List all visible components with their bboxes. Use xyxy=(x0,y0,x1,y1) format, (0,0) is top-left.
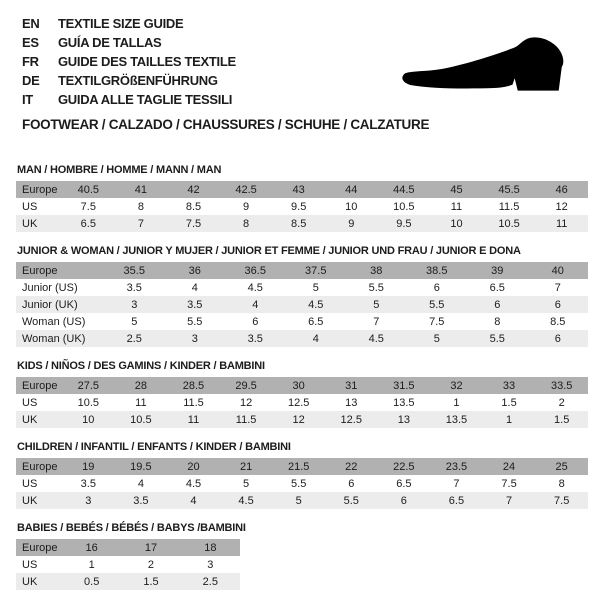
size-table-section-man xyxy=(16,164,588,232)
size-cell: 10.5 xyxy=(393,200,415,213)
size-cell: 1.5 xyxy=(554,413,570,426)
size-cell: 5 xyxy=(243,477,250,490)
table-title: MAN / HOMBRE / HOMME / MANN / MAN xyxy=(17,164,222,176)
size-cell: 1 xyxy=(88,558,95,571)
size-cell: 3.5 xyxy=(126,281,142,294)
size-cell: 2.5 xyxy=(126,332,142,345)
size-cell: 5.5 xyxy=(343,494,359,507)
row-label: Europe xyxy=(22,379,58,392)
size-cell: 7 xyxy=(554,281,561,294)
row-label: UK xyxy=(22,575,38,588)
size-cell: 35.5 xyxy=(123,264,145,277)
table-row xyxy=(16,475,588,492)
language-label: TEXTILGRÖßENFÜHRUNG xyxy=(58,73,218,88)
row-label: US xyxy=(22,200,38,213)
size-cell: 10 xyxy=(450,217,463,230)
size-cell: 1 xyxy=(505,413,513,426)
size-table-man xyxy=(16,181,588,232)
language-code: ES xyxy=(22,35,39,50)
size-cell: 1 xyxy=(453,396,460,409)
size-cell: 4.5 xyxy=(368,332,384,345)
size-cell: 6 xyxy=(494,298,501,311)
size-cell: 4.5 xyxy=(238,494,254,507)
size-cell: 8 xyxy=(494,315,501,328)
size-cell: 4.5 xyxy=(247,281,263,294)
language-label: TEXTILE SIZE GUIDE xyxy=(58,16,184,31)
size-cell: 6.5 xyxy=(308,315,324,328)
language-label: GUÍA DE TALLAS xyxy=(58,35,162,50)
size-cell: 21.5 xyxy=(287,460,310,473)
size-cell: 6.5 xyxy=(489,281,505,294)
size-cell: 22 xyxy=(345,460,358,473)
size-cell: 21 xyxy=(239,460,253,473)
size-cell: 3.5 xyxy=(187,298,203,311)
language-code: DE xyxy=(22,73,40,88)
size-cell: 8.5 xyxy=(291,217,307,230)
size-cell: 12 xyxy=(555,200,568,213)
size-cell: 42.5 xyxy=(235,183,257,196)
size-cell: 25 xyxy=(555,460,568,473)
table-row xyxy=(16,330,588,347)
size-cell: 7.5 xyxy=(80,200,96,213)
size-cell: 10 xyxy=(345,200,358,213)
size-cell: 19 xyxy=(82,460,95,473)
row-label: Woman (UK) xyxy=(22,332,86,345)
size-cell: 3 xyxy=(85,494,92,507)
size-cell: 31 xyxy=(345,379,358,392)
size-cell: 6 xyxy=(400,494,407,507)
size-cell: 6.5 xyxy=(80,217,96,230)
size-cell: 12.5 xyxy=(287,396,310,409)
size-cell: 8 xyxy=(137,200,144,213)
row-label: Junior (US) xyxy=(22,281,78,294)
size-cell: 11 xyxy=(555,217,568,230)
size-cell: 5 xyxy=(373,298,380,311)
size-cell: 44.5 xyxy=(393,183,415,196)
row-label: Europe xyxy=(22,183,58,196)
size-cell: 13.5 xyxy=(393,396,415,409)
size-cell: 13.5 xyxy=(445,413,468,426)
row-label: US xyxy=(22,396,38,409)
language-code: EN xyxy=(22,16,40,31)
table-row xyxy=(16,492,588,509)
size-cell: 9.5 xyxy=(291,200,307,213)
table-row xyxy=(16,198,588,215)
table-row xyxy=(16,411,588,428)
size-cell: 18 xyxy=(204,541,217,554)
size-cell: 4.5 xyxy=(185,477,202,490)
size-cell: 13 xyxy=(345,396,358,409)
size-cell: 45.5 xyxy=(498,183,520,196)
size-cell: 9 xyxy=(348,217,355,230)
size-cell: 8.5 xyxy=(550,315,566,328)
size-table-section-junior-woman xyxy=(16,245,588,347)
dress-shoe-icon xyxy=(400,36,572,94)
size-cell: 7.5 xyxy=(501,477,517,490)
size-cell: 8 xyxy=(243,217,250,230)
category-heading: FOOTWEAR / CALZADO / CHAUSSURES / SCHUHE / CALZATURE xyxy=(22,117,430,132)
size-cell: 33.5 xyxy=(550,379,573,392)
table-row xyxy=(16,279,588,296)
size-cell: 4.5 xyxy=(308,298,324,311)
table-row xyxy=(16,573,240,590)
size-cell: 46 xyxy=(555,183,568,196)
size-cell: 12 xyxy=(292,413,305,426)
size-cell: 7.5 xyxy=(554,494,570,507)
size-cell: 24 xyxy=(502,460,516,473)
size-cell: 6.5 xyxy=(448,494,465,507)
row-label: UK xyxy=(22,217,38,230)
language-row xyxy=(22,14,600,33)
row-label: Europe xyxy=(22,541,58,554)
size-cell: 4 xyxy=(191,281,198,294)
size-cell: 7 xyxy=(373,315,380,328)
size-cell: 32 xyxy=(450,379,463,392)
size-cell: 42 xyxy=(187,183,200,196)
size-cell: 7 xyxy=(453,477,460,490)
size-cell: 13 xyxy=(397,413,410,426)
size-cell: 4 xyxy=(312,332,319,345)
size-cell: 3.5 xyxy=(247,332,263,345)
size-cell: 3 xyxy=(207,558,214,571)
size-cell: 11 xyxy=(187,413,200,426)
size-table-section-babies xyxy=(16,522,588,590)
size-cell: 6 xyxy=(433,281,440,294)
row-label: Europe xyxy=(22,264,58,277)
table-row xyxy=(16,539,240,556)
size-tables xyxy=(16,164,588,590)
size-cell: 6 xyxy=(554,332,561,345)
size-cell: 11.5 xyxy=(498,200,520,213)
table-row xyxy=(16,313,588,330)
language-label: GUIDE DES TAILLES TEXTILE xyxy=(58,54,236,69)
row-label: Europe xyxy=(22,460,58,473)
size-cell: 7.5 xyxy=(429,315,445,328)
size-cell: 6 xyxy=(554,298,561,311)
row-label: US xyxy=(22,477,38,490)
size-cell: 38.5 xyxy=(426,264,448,277)
size-cell: 3.5 xyxy=(80,477,96,490)
size-cell: 44 xyxy=(345,183,358,196)
size-cell: 6 xyxy=(252,315,259,328)
size-cell: 33 xyxy=(502,379,516,392)
size-cell: 7 xyxy=(137,217,144,230)
size-cell: 45 xyxy=(450,183,463,196)
size-cell: 3 xyxy=(191,332,198,345)
size-cell: 27.5 xyxy=(77,379,99,392)
row-label: US xyxy=(22,558,38,571)
size-cell: 10 xyxy=(82,413,95,426)
table-title: KIDS / NIÑOS / DES GAMINS / KINDER / BAMBINI xyxy=(17,360,265,372)
size-cell: 10.5 xyxy=(130,413,152,426)
table-row xyxy=(16,458,588,475)
table-title: BABIES / BEBÉS / BÉBÉS / BABYS /BAMBINI xyxy=(17,522,246,534)
size-cell: 19.5 xyxy=(130,460,152,473)
size-cell: 28.5 xyxy=(182,379,205,392)
size-cell: 36.5 xyxy=(244,264,266,277)
size-cell: 9 xyxy=(243,200,250,213)
size-cell: 29.5 xyxy=(235,379,257,392)
size-cell: 5 xyxy=(433,332,440,345)
size-cell: 16 xyxy=(85,541,98,554)
size-cell: 12.5 xyxy=(340,413,362,426)
size-cell: 4 xyxy=(190,494,197,507)
size-cell: 39 xyxy=(491,264,504,277)
size-cell: 2.5 xyxy=(202,575,218,588)
size-cell: 36 xyxy=(188,264,201,277)
row-label: Junior (UK) xyxy=(22,298,78,311)
size-cell: 17 xyxy=(144,541,158,554)
size-cell: 3.5 xyxy=(133,494,149,507)
size-cell: 10.5 xyxy=(498,217,520,230)
size-cell: 30 xyxy=(292,379,305,392)
table-title: CHILDREN / INFANTIL / ENFANTS / KINDER / BAMBINI xyxy=(17,441,291,453)
size-table-section-children xyxy=(16,441,588,509)
size-cell: 43 xyxy=(292,183,305,196)
row-label: Woman (US) xyxy=(22,315,86,328)
size-cell: 31.5 xyxy=(393,379,415,392)
size-cell: 5.5 xyxy=(429,298,445,311)
size-cell: 20 xyxy=(187,460,200,473)
size-table-children xyxy=(16,458,588,509)
size-cell: 2 xyxy=(558,396,565,409)
size-cell: 11 xyxy=(135,396,147,409)
size-cell: 38 xyxy=(370,264,383,277)
size-cell: 5.5 xyxy=(187,315,203,328)
table-row xyxy=(16,215,588,232)
size-cell: 1.5 xyxy=(501,396,517,409)
table-row xyxy=(16,181,588,198)
size-cell: 40 xyxy=(551,264,564,277)
size-table-section-kids xyxy=(16,360,588,428)
size-cell: 11 xyxy=(450,200,463,213)
size-cell: 11.5 xyxy=(183,396,204,409)
size-cell: 1.5 xyxy=(143,575,159,588)
table-row xyxy=(16,394,588,411)
size-table-junior-woman xyxy=(16,262,588,347)
size-cell: 4 xyxy=(252,298,259,311)
size-cell: 5 xyxy=(295,494,302,507)
row-label: UK xyxy=(22,413,38,426)
size-cell: 40.5 xyxy=(77,183,99,196)
size-cell: 37.5 xyxy=(305,264,327,277)
language-label: GUIDA ALLE TAGLIE TESSILI xyxy=(58,92,233,107)
size-cell: 4 xyxy=(137,477,144,490)
size-table-babies xyxy=(16,539,240,590)
size-cell: 12 xyxy=(239,396,253,409)
size-cell: 10.5 xyxy=(77,396,99,409)
size-cell: 22.5 xyxy=(393,460,415,473)
size-cell: 7.5 xyxy=(185,217,202,230)
size-table-kids xyxy=(16,377,588,428)
language-code: FR xyxy=(22,54,39,69)
size-cell: 9.5 xyxy=(396,217,412,230)
size-cell: 11.5 xyxy=(235,413,257,426)
size-cell: 5.5 xyxy=(368,281,384,294)
row-label: UK xyxy=(22,494,38,507)
size-cell: 3 xyxy=(131,298,138,311)
size-cell: 2 xyxy=(147,558,155,571)
size-cell: 41 xyxy=(134,183,148,196)
size-cell: 7 xyxy=(505,494,513,507)
table-row xyxy=(16,262,588,279)
size-cell: 6.5 xyxy=(396,477,412,490)
size-cell: 5.5 xyxy=(489,332,505,345)
size-cell: 8.5 xyxy=(185,200,202,213)
size-cell: 5.5 xyxy=(291,477,307,490)
table-row xyxy=(16,377,588,394)
size-cell: 23.5 xyxy=(445,460,468,473)
size-cell: 28 xyxy=(134,379,148,392)
size-cell: 6 xyxy=(348,477,355,490)
table-row xyxy=(16,556,240,573)
language-code: IT xyxy=(22,92,33,107)
size-cell: 0.5 xyxy=(84,575,100,588)
table-title: JUNIOR & WOMAN / JUNIOR Y MUJER / JUNIOR ET FEMME / JUNIOR UND FRAU / JUNIOR E DONA xyxy=(17,245,521,257)
size-cell: 5 xyxy=(131,315,138,328)
size-cell: 5 xyxy=(312,281,319,294)
size-cell: 8 xyxy=(558,477,565,490)
table-row xyxy=(16,296,588,313)
